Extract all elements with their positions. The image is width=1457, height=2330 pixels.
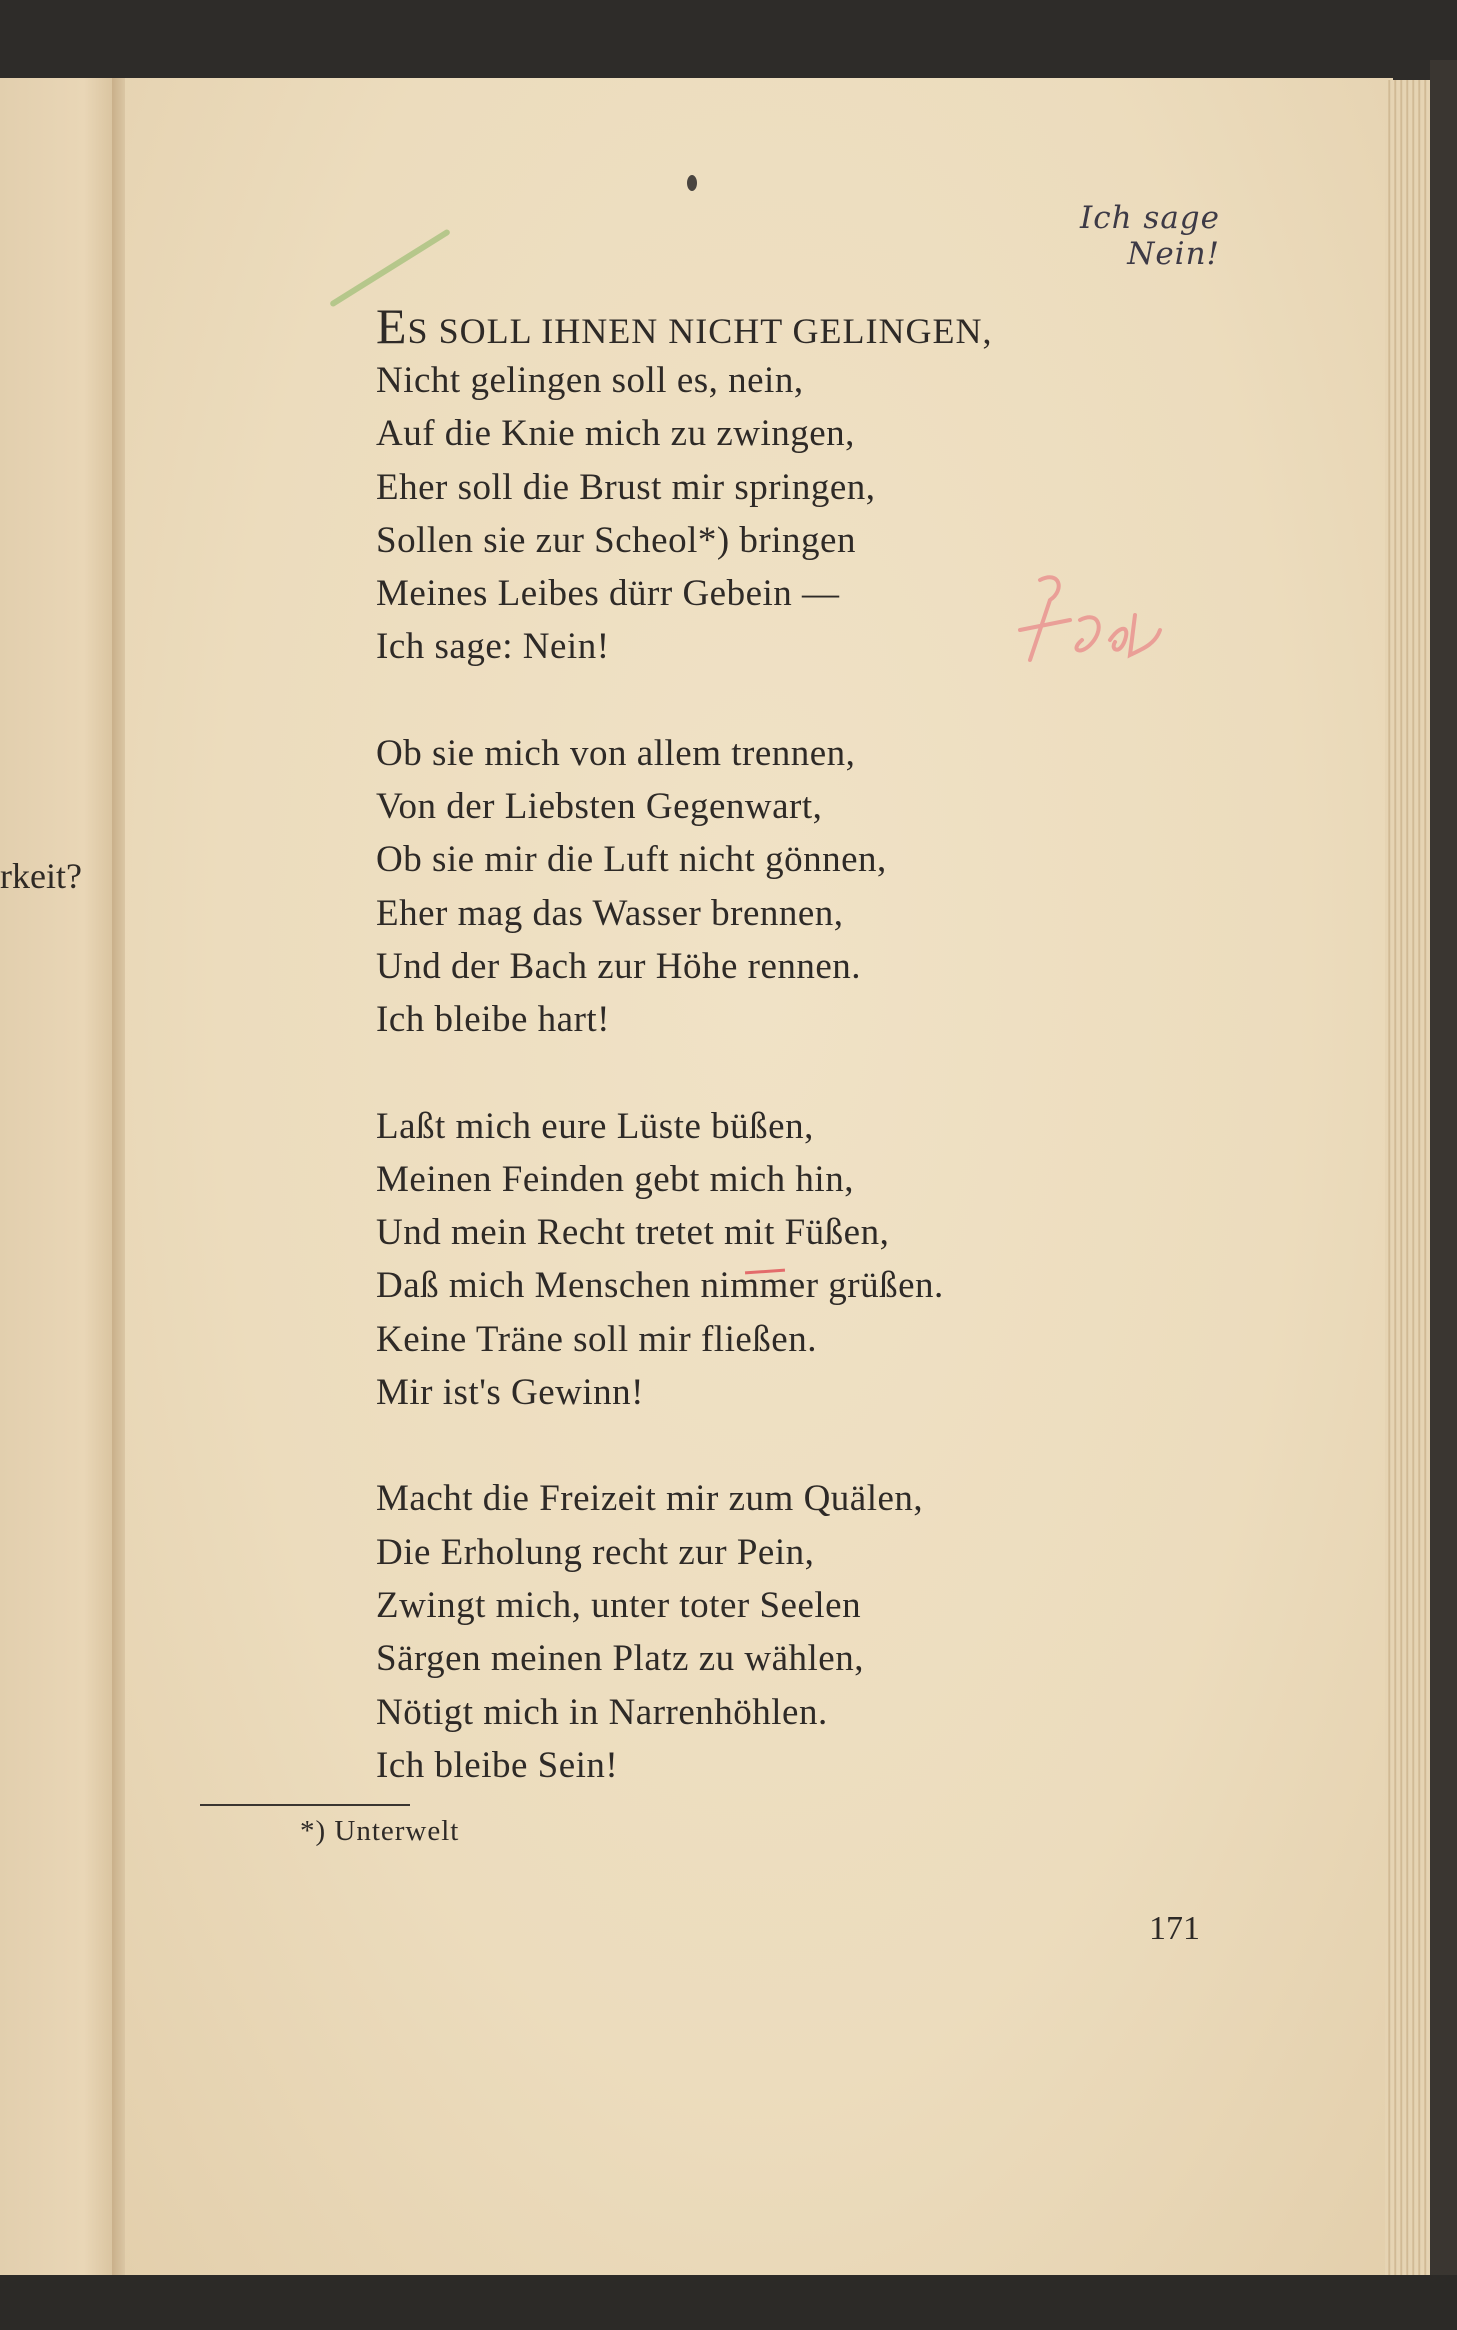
stanza-4 [376,1472,1256,1792]
verse-line: Und der Bach zur Höhe rennen. [376,945,862,987]
verse-line: Daß mich Menschen nimmer grüßen. [376,1265,944,1307]
verse-line: Meinen Feinden gebt mich hin, [376,1158,854,1200]
left-page-fragment: rkeit? [0,856,82,896]
footnote: *) Unterwelt [300,1815,460,1847]
verse-line: Nötigt mich in Narrenhöhlen. [376,1691,828,1733]
poem-title [376,298,1256,354]
verse-line: Särgen meinen Platz zu wählen, [376,1638,864,1680]
verse-line: Macht die Freizeit mir zum Quälen, [376,1478,924,1520]
page-number: 171 [1149,1910,1200,1947]
left-page [0,78,120,2293]
verse-line: Nicht gelingen soll es, nein, [376,360,804,401]
running-head: Ich sage Nein! [1079,200,1220,272]
book-cover-edge [1430,60,1457,2330]
poem-title-rest: S SOLL IHNEN NICHT GELINGEN, [407,311,993,351]
verse-line: Eher soll die Brust mir springen, [376,466,876,508]
verse-line: Sollen sie zur Scheol*) bringen [376,519,856,561]
ink-spot [687,175,697,191]
stanza-3 [376,1100,1256,1420]
verse-line: Zwingt mich, unter toter Seelen [376,1584,862,1626]
poem-title-initial: E [376,298,408,354]
verse-line: Ich bleibe hart! [376,999,610,1041]
verse-line: Von der Liebsten Gegenwart, [376,786,823,828]
footnote-rule [200,1804,410,1806]
verse-line: Ob sie mich von allem trennen, [376,732,856,774]
verse-line: Auf die Knie mich zu zwingen, [376,413,855,455]
verse-line: Ich sage: Nein! [376,626,610,668]
verse-line: Laßt mich eure Lüste büßen, [376,1105,814,1147]
scan-bottom-band [0,2275,1457,2330]
verse-line: Ich bleibe Sein! [376,1744,619,1786]
stanza-2 [376,727,1256,1047]
verse-line: Die Erholung recht zur Pein, [376,1531,815,1573]
verse-line: Und mein Recht tretet mit Füßen, [376,1212,890,1254]
poem [376,298,1256,1792]
verse-line: Ob sie mir die Luft nicht gönnen, [376,839,887,881]
stanza-1 [376,354,1256,674]
verse-line: Eher mag das Wasser brennen, [376,892,844,934]
verse-line: Mir ist's Gewinn! [376,1372,644,1414]
verse-line: Keine Träne soll mir fließen. [376,1318,817,1360]
verse-line: Meines Leibes dürr Gebein — [376,573,840,615]
page-edges [1385,80,1435,2280]
